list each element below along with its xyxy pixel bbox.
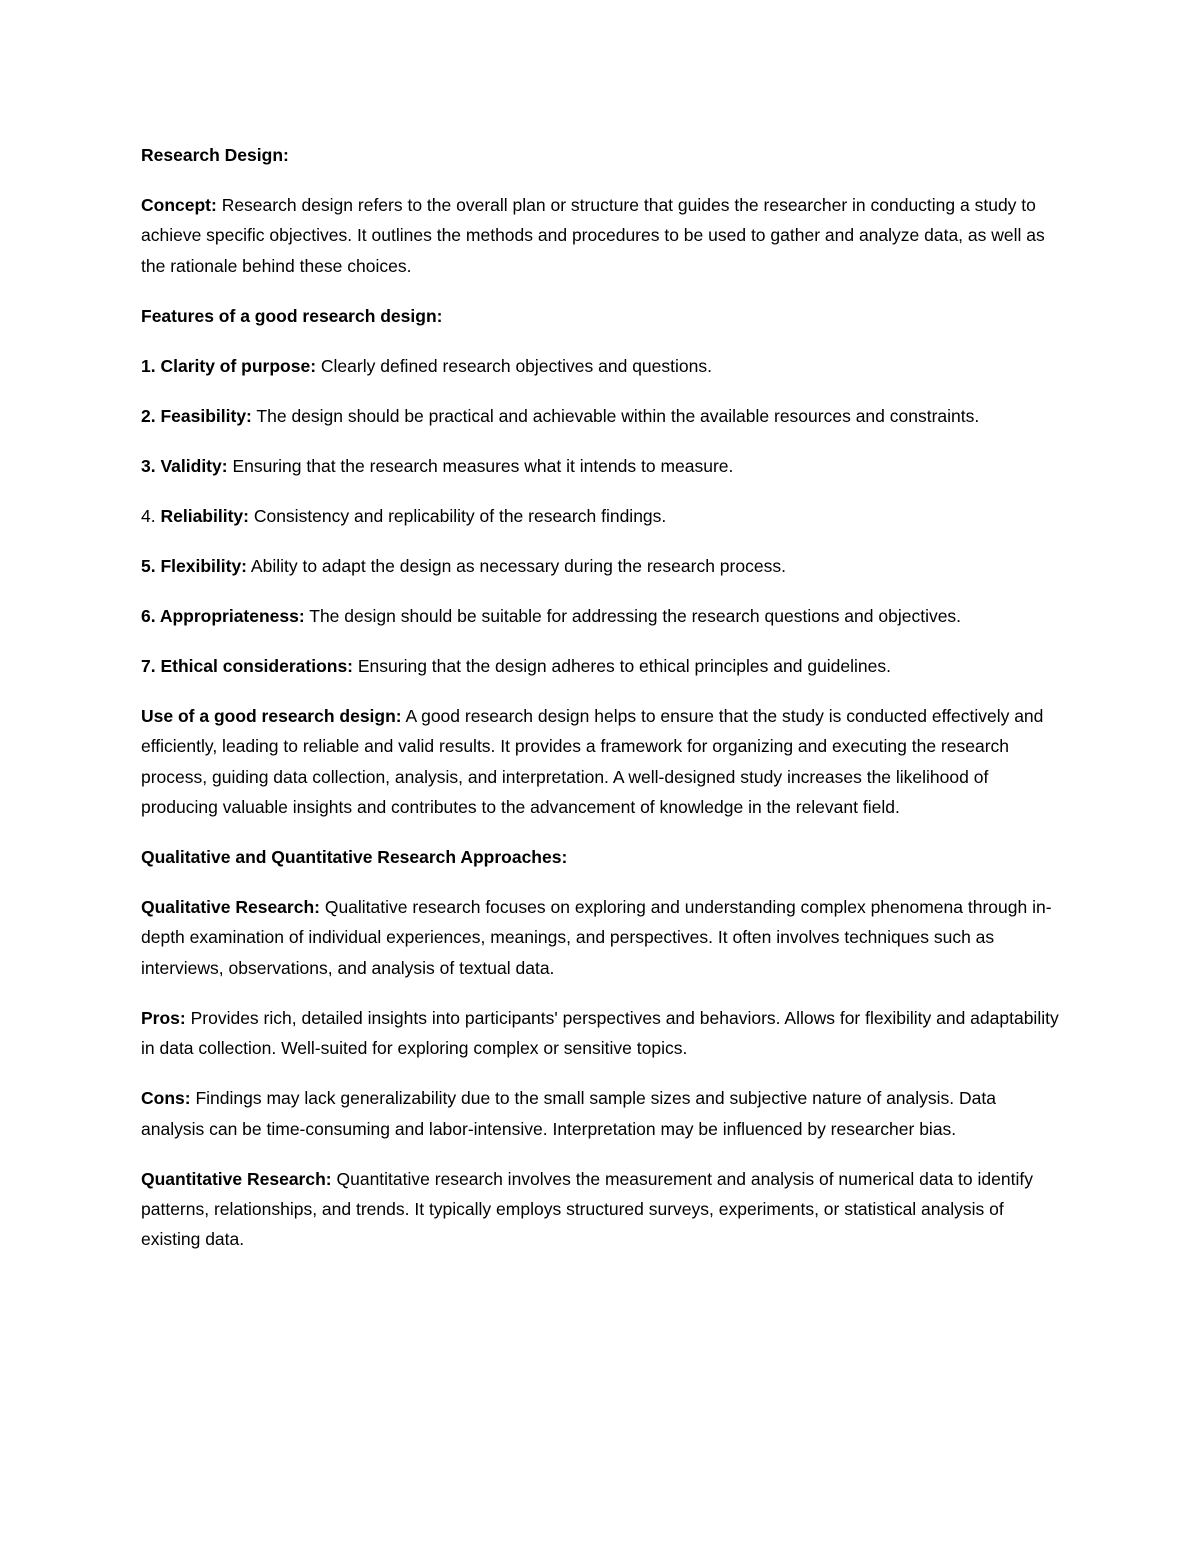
quantitative-label: Quantitative Research: (141, 1168, 332, 1189)
feature-text: Ability to adapt the design as necessary during the research process. (247, 555, 786, 576)
feature-item-clarity (141, 351, 1061, 381)
feature-number: 4. (141, 505, 161, 526)
feature-item-validity (141, 451, 1061, 481)
feature-label: Validity: (160, 455, 228, 476)
document-title: Research Design: (141, 145, 289, 165)
use-text: A good research design helps to ensure that the study is conducted effectively and efficiently, leading to reliable and valid results. It provides a framework for organizing and executing the research process, guiding data collection, analysis, and interpretation. A well-designed study increases the likelihood of producing valuable insights and contributes to the advancement of knowledge in the relevant field. (141, 705, 1044, 818)
pros-label: Pros: (141, 1007, 186, 1028)
feature-number: 6. (141, 605, 160, 626)
pros-paragraph (141, 1003, 1061, 1064)
quantitative-text: Quantitative research involves the measurement and analysis of numerical data to identify patterns, relationships, and trends. It typically employs structured surveys, experiments, or statistical analysis of existing data. (141, 1168, 1033, 1250)
feature-number: 7. (141, 655, 161, 676)
pros-text: Provides rich, detailed insights into participants' perspectives and behaviors. Allows for flexibility and adaptability in data collection. Well-suited for exploring complex or sensitive topics. (141, 1007, 1059, 1059)
feature-text: Clearly defined research objectives and questions. (316, 355, 712, 376)
use-label: Use of a good research design: (141, 705, 402, 726)
cons-label: Cons: (141, 1088, 191, 1109)
qualitative-paragraph (141, 892, 1061, 983)
cons-text: Findings may lack generalizability due to the small sample sizes and subjective nature of analysis. Data analysis can be time-consuming and labor-intensive. Interpretation may be influenced by researcher bias. (141, 1088, 996, 1139)
feature-number: 5. (141, 555, 161, 576)
cons-paragraph (141, 1083, 1061, 1144)
feature-number: 3. (141, 455, 161, 476)
document-body (141, 140, 1061, 1274)
feature-text: Ensuring that the research measures what it intends to measure. (227, 455, 734, 476)
feature-item-ethical (141, 651, 1061, 681)
quantitative-paragraph (141, 1164, 1061, 1255)
feature-label: Flexibility: (160, 555, 248, 576)
feature-label: Reliability: (160, 505, 249, 526)
feature-label: Ethical considerations: (160, 655, 354, 676)
feature-text: Ensuring that the design adheres to ethical principles and guidelines. (353, 655, 892, 676)
concept-label: Concept: (141, 195, 217, 215)
concept-paragraph (141, 190, 1061, 281)
feature-item-feasibility (141, 401, 1061, 431)
qualitative-text: Qualitative research focuses on exploring and understanding complex phenomena through in-depth examination of individual experiences, meanings, and perspectives. It often involves techniques such as interviews, observations, and analysis of textual data. (141, 897, 1052, 978)
feature-label: Clarity of purpose: (160, 355, 317, 376)
feature-number: 1. (141, 355, 161, 376)
approaches-heading: Qualitative and Quantitative Research Approaches: (141, 847, 568, 868)
feature-label: Appropriateness: (159, 605, 305, 626)
use-paragraph (141, 701, 1061, 823)
qualitative-label: Qualitative Research: (141, 897, 320, 918)
feature-item-flexibility (141, 551, 1061, 581)
feature-text: The design should be practical and achievable within the available resources and constraints. (251, 405, 980, 426)
feature-text: Consistency and replicability of the research findings. (248, 505, 667, 526)
feature-item-appropriateness (141, 601, 1061, 631)
feature-text: The design should be suitable for addressing the research questions and objectives. (304, 605, 962, 626)
concept-text: Research design refers to the overall plan or structure that guides the researcher in conducting a study to achieve specific objectives. It outlines the methods and procedures to be used to gather and analyze data, as well as the rationale behind these choices. (141, 195, 1045, 276)
feature-label: Feasibility: (160, 405, 252, 426)
feature-number: 2. (141, 405, 161, 426)
feature-item-reliability (141, 501, 1061, 531)
features-heading: Features of a good research design: (141, 305, 443, 326)
